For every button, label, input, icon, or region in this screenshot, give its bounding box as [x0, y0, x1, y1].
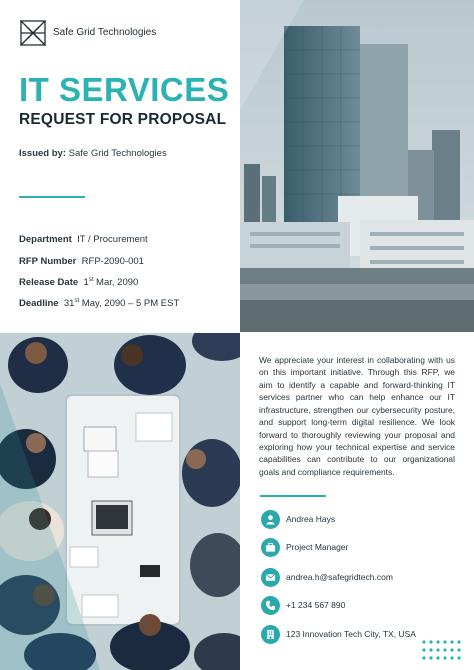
detail-department: [19, 234, 148, 245]
decorative-dots: [421, 639, 461, 661]
contact-text: Andrea Hays: [286, 514, 336, 524]
contact-text: 123 Innovation Tech City, TX, USA: [286, 629, 416, 639]
detail-suffix: st: [88, 277, 94, 283]
detail-value: RFP-2090-001: [81, 256, 144, 267]
issued-by-value: Safe Grid Technologies: [68, 148, 167, 159]
city-skyline-photo: [240, 0, 474, 332]
contact-role: [261, 537, 348, 557]
divider: [260, 495, 326, 497]
contact-email[interactable]: [261, 567, 393, 587]
divider: [19, 196, 85, 198]
document-subtitle: REQUEST FOR PROPOSAL: [19, 111, 227, 128]
detail-key: Deadline: [19, 298, 59, 310]
brand-name: Safe Grid Technologies: [53, 27, 157, 38]
contact-address: [261, 624, 416, 644]
briefcase-icon: [261, 538, 280, 557]
issued-by-label: Issued by:: [19, 148, 66, 159]
detail-value: IT / Procurement: [77, 234, 148, 245]
intro-paragraph: We appreciate your interest in collaborating with us on this important initiative. Through this RFP, we aim to identify a capable and forward-thinking IT services partner who can help enhance our IT infrastructure, strengthen our cybersecurity posture, and support long-term digital resilience. We look forward to thoroughly reviewing your proposal and exploring how your technical expertise and service capabilities can contribute to our organizational goals and compliance requirements.: [259, 355, 455, 477]
detail-deadline: [19, 298, 179, 309]
issued-by: [19, 148, 167, 159]
detail-rfp-number: [19, 256, 144, 267]
detail-key: Release Date: [19, 277, 79, 289]
person-icon: [261, 510, 280, 529]
contact-name: [261, 509, 335, 529]
detail-day: 31: [63, 298, 75, 310]
detail-date-rest: Mar, 2090: [96, 277, 139, 289]
contact-text: +1 234 567 890: [286, 600, 346, 610]
hexagon-grid-icon: [20, 20, 46, 46]
business-meeting-photo: [0, 333, 240, 670]
contact-text: Project Manager: [286, 542, 349, 552]
document-title: IT SERVICES: [19, 71, 230, 108]
detail-date-rest: May, 2090 – 5 PM EST: [81, 298, 180, 310]
detail-day: 1: [83, 277, 89, 289]
building-icon: [261, 625, 280, 644]
phone-icon: [261, 596, 280, 615]
detail-release-date: [19, 277, 138, 288]
email-icon: [261, 568, 280, 587]
contact-text: andrea.h@safegridtech.com: [286, 572, 393, 582]
contact-phone[interactable]: [261, 595, 345, 615]
detail-key: RFP Number: [19, 256, 77, 267]
detail-key: Department: [19, 234, 72, 245]
detail-suffix: st: [74, 298, 80, 304]
